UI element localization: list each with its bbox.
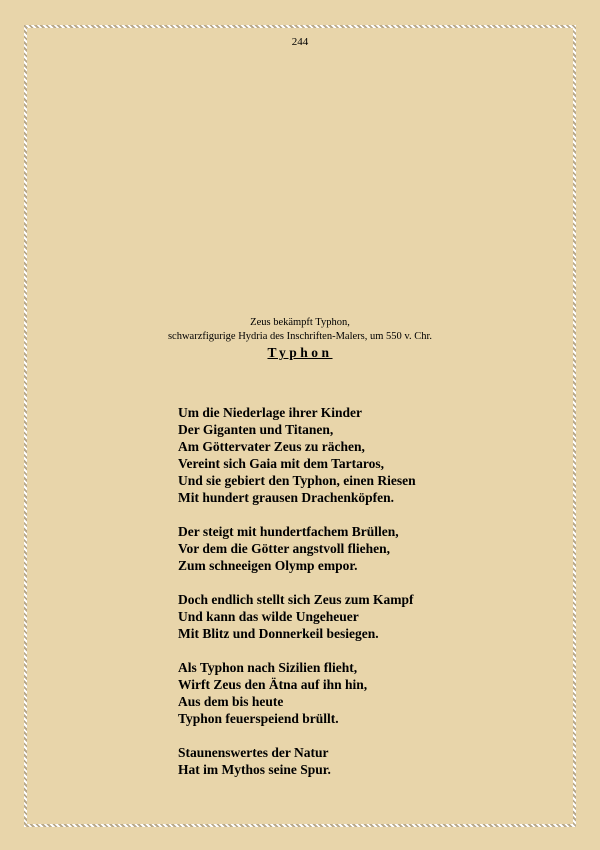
poem-line: Mit Blitz und Donnerkeil besiegen. [178, 626, 379, 641]
poem-line: Vor dem die Götter angstvoll fliehen, [178, 541, 390, 556]
poem-line: Typhon feuerspeiend brüllt. [178, 711, 339, 726]
stanza [178, 523, 578, 574]
poem-line: Aus dem bis heute [178, 694, 284, 709]
poem-line: Als Typhon nach Sizilien flieht, [178, 660, 358, 675]
page-number: 244 [291, 36, 309, 48]
stanza [178, 659, 578, 727]
image-caption [0, 316, 600, 344]
poem-line: Doch endlich stellt sich Zeus zum Kampf [178, 592, 414, 607]
poem-line: Und sie gebiert den Typhon, einen Riesen [178, 473, 416, 488]
poem-line: Um die Niederlage ihrer Kinder [178, 405, 362, 420]
poem-line: Der Giganten und Titanen, [178, 422, 334, 437]
stanza [178, 744, 578, 778]
poem-line: Staunenswertes der Natur [178, 745, 329, 760]
poem-line: Am Göttervater Zeus zu rächen, [178, 439, 365, 454]
caption-line-1: Zeus bekämpft Typhon, [250, 317, 350, 328]
poem-line: Zum schneeigen Olymp empor. [178, 558, 358, 573]
poem-line: Der steigt mit hundertfachem Brüllen, [178, 524, 399, 539]
poem-title: Typhon [267, 345, 333, 360]
caption-line-2: schwarzfigurige Hydria des Inschriften-Malers, um 550 v. Chr. [167, 331, 433, 342]
stanza [178, 404, 578, 506]
poem-body [178, 404, 578, 795]
poem-line: Wirft Zeus den Ätna auf ihn hin, [178, 677, 368, 692]
poem-line: Mit hundert grausen Drachenköpfen. [178, 490, 395, 505]
stanza [178, 591, 578, 642]
poem-line: Vereint sich Gaia mit dem Tartaros, [178, 456, 385, 471]
poem-line: Und kann das wilde Ungeheuer [178, 609, 359, 624]
poem-line: Hat im Mythos seine Spur. [178, 762, 331, 777]
